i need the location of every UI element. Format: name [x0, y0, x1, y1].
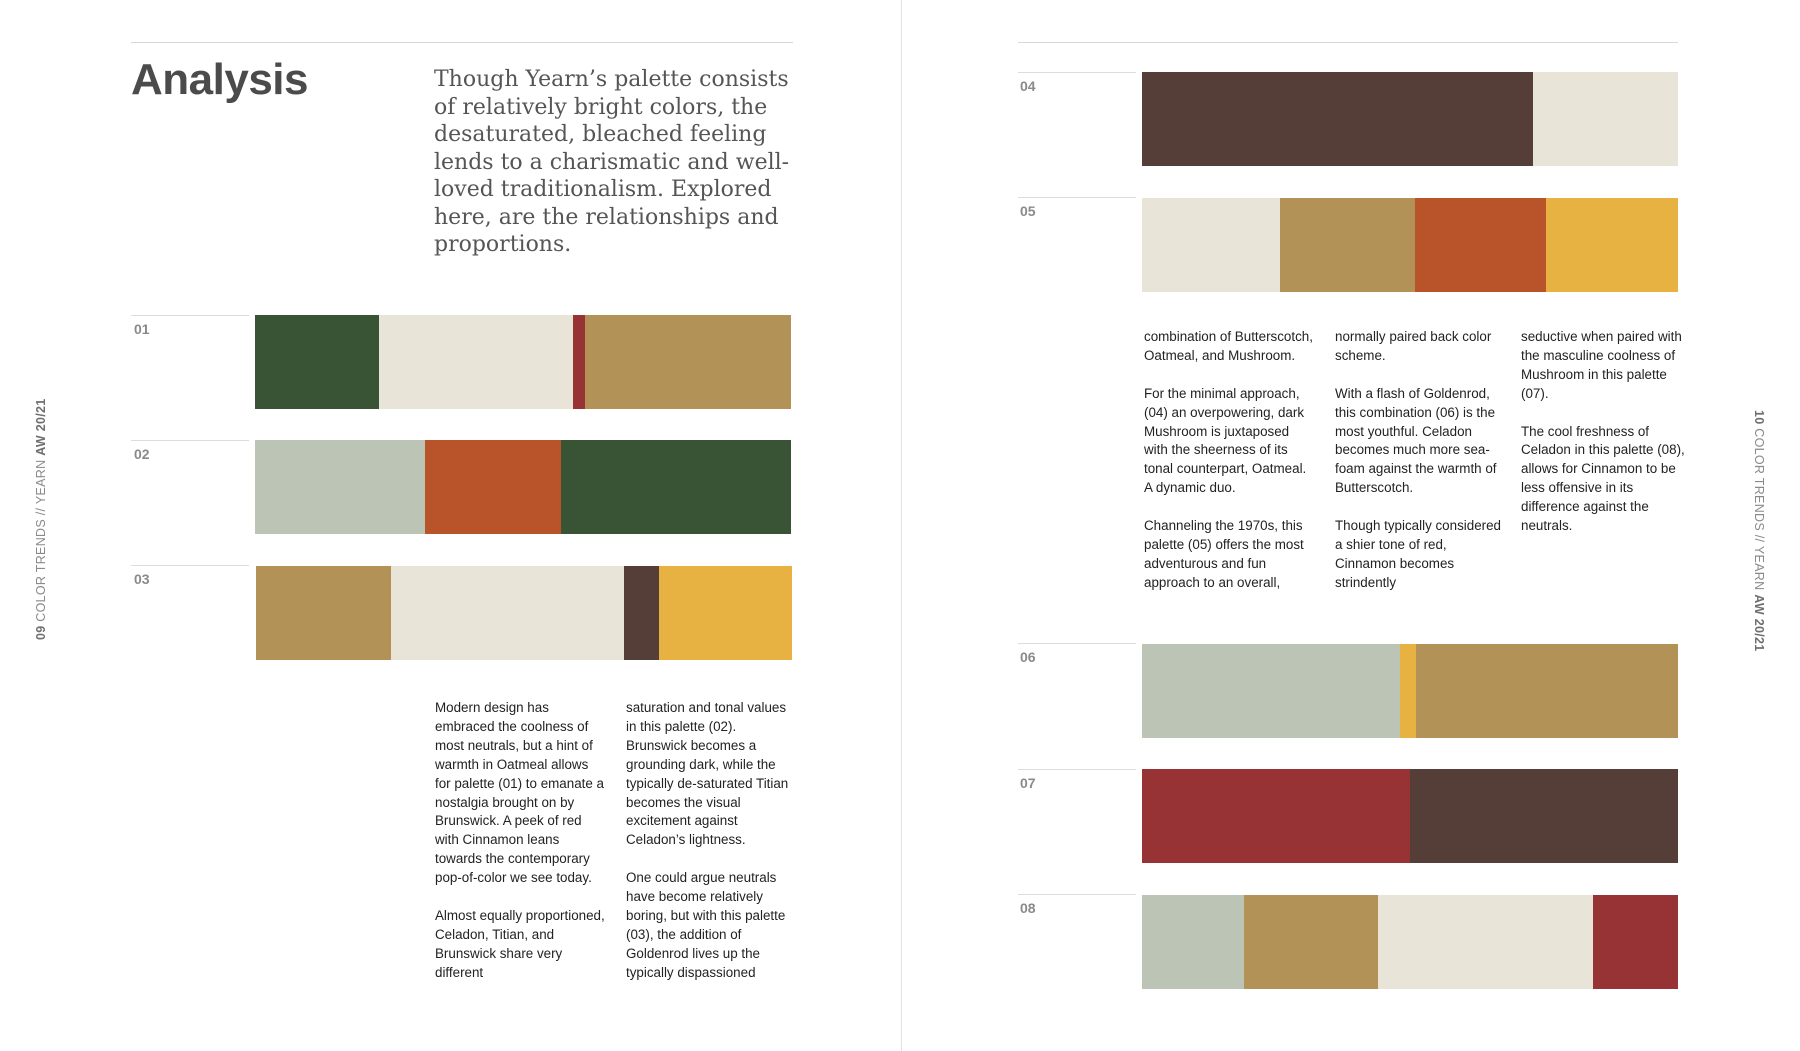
swatch-goldenrod	[1546, 198, 1678, 292]
swatch-butterscotch	[1244, 895, 1379, 989]
swatch-brunswick	[255, 315, 379, 409]
side-label-right	[1752, 410, 1766, 652]
body-text-column	[626, 699, 798, 983]
swatch-oatmeal	[1142, 198, 1280, 292]
body-paragraph: normally paired back color scheme.	[1335, 329, 1492, 363]
body-paragraph: Almost equally proportioned, Celadon, Titian, and Brunswick share very different	[435, 907, 605, 980]
swatch-butterscotch	[1416, 644, 1678, 738]
swatch-goldenrod	[659, 566, 792, 660]
section-label: COLOR TRENDS	[34, 519, 48, 622]
palette-number: 05	[1020, 203, 1036, 219]
body-text-column	[1335, 328, 1507, 593]
intro-paragraph: Though Yearn’s palette consists of relatively bright colors, the desaturated, bleached feeling lends to a charismatic and well-loved traditionalism. Explored here, are the relationships and proportions.	[434, 67, 790, 257]
page-number: 10	[1752, 410, 1766, 425]
palette-rule	[131, 565, 249, 566]
page-title: Analysis	[131, 55, 308, 104]
body-paragraph: One could argue neutrals have become relatively boring, but with this palette (03), the addition of Goldenrod lives up the typically dispassioned	[626, 870, 786, 980]
brand-label: YEARN	[34, 459, 48, 505]
body-paragraph: seductive when paired with the masculine coolness of Mushroom in this palette (07).	[1521, 329, 1682, 401]
page-number: 09	[34, 625, 48, 640]
palette-number: 02	[134, 446, 150, 462]
swatch-mushroom	[1142, 72, 1533, 166]
season-label: AW 20/21	[34, 398, 48, 456]
section-label: COLOR TRENDS	[1752, 428, 1766, 531]
palette-bar	[1142, 644, 1678, 738]
palette-number: 06	[1020, 649, 1036, 665]
body-paragraph: Though typically considered a shier tone of red, Cinnamon becomes strindently	[1335, 518, 1501, 590]
palette-rule	[131, 315, 249, 316]
swatch-butterscotch	[1280, 198, 1415, 292]
palette-number: 01	[134, 321, 150, 337]
swatch-celadon	[1142, 644, 1400, 738]
swatch-butterscotch	[585, 315, 791, 409]
palette-rule	[1018, 769, 1136, 770]
body-text-column	[1521, 328, 1693, 536]
palette-bar	[1142, 198, 1678, 292]
brand-label: YEARN	[1752, 545, 1766, 591]
palette-rule	[1018, 894, 1136, 895]
palette-bar	[1142, 769, 1678, 863]
book-spine-divider	[901, 0, 902, 1051]
palette-bar	[1142, 72, 1678, 166]
side-label-left	[34, 398, 48, 640]
palette-number: 04	[1020, 78, 1036, 94]
body-text-column	[435, 699, 607, 983]
swatch-oatmeal	[379, 315, 572, 409]
swatch-oatmeal	[391, 566, 624, 660]
season-label: AW 20/21	[1752, 594, 1766, 652]
swatch-goldenrod	[1400, 644, 1416, 738]
palette-rule	[1018, 197, 1136, 198]
palette-bar	[255, 315, 791, 409]
body-paragraph: Channeling the 1970s, this palette (05) offers the most adventurous and fun approach to an overall,	[1144, 518, 1304, 590]
swatch-mushroom	[1410, 769, 1678, 863]
palette-rule	[1018, 643, 1136, 644]
swatch-titian	[1415, 198, 1546, 292]
separator: //	[34, 507, 48, 516]
swatch-cinnamon	[1593, 895, 1678, 989]
swatch-celadon	[255, 440, 425, 534]
palette-rule	[131, 440, 249, 441]
top-rule-right	[1018, 42, 1678, 43]
separator: //	[1752, 534, 1766, 543]
body-paragraph: With a flash of Goldenrod, this combination (06) is the most youthful. Celadon becomes much more sea-foam against the warmth of Butterscotch.	[1335, 385, 1497, 496]
palette-bar	[255, 440, 791, 534]
swatch-celadon	[1142, 895, 1244, 989]
top-rule-left	[131, 42, 793, 43]
palette-bar	[1142, 895, 1678, 989]
palette-number: 08	[1020, 900, 1036, 916]
body-paragraph: saturation and tonal values in this palette (02). Brunswick becomes a grounding dark, while the typically de-saturated Titian becomes the visual excitement against Celadon’s lightness.	[626, 700, 789, 848]
palette-number: 03	[134, 571, 150, 587]
swatch-butterscotch	[256, 566, 391, 660]
swatch-titian	[425, 440, 560, 534]
swatch-oatmeal	[1378, 895, 1593, 989]
swatch-mushroom	[624, 566, 659, 660]
body-text-column	[1144, 328, 1316, 593]
swatch-cinnamon	[1142, 769, 1410, 863]
swatch-oatmeal	[1533, 72, 1678, 166]
body-paragraph: combination of Butterscotch, Oatmeal, and Mushroom.	[1144, 329, 1313, 363]
body-paragraph: For the minimal approach, (04) an overpowering, dark Mushroom is juxtaposed with the sheerness of its tonal counterpart, Oatmeal. A dynamic duo.	[1144, 385, 1307, 496]
palette-number: 07	[1020, 775, 1036, 791]
palette-rule	[1018, 72, 1136, 73]
swatch-brunswick	[561, 440, 791, 534]
swatch-cinnamon	[573, 315, 585, 409]
palette-bar	[256, 566, 792, 660]
body-paragraph: The cool freshness of Celadon in this palette (08), allows for Cinnamon to be less offensive in its difference against the neutrals.	[1521, 423, 1685, 534]
body-paragraph: Modern design has embraced the coolness of most neutrals, but a hint of warmth in Oatmeal allows for palette (01) to emanate a nostalgia brought on by Brunswick. A peek of red with Cinnamon leans towards the contemporary pop-of-color we see today.	[435, 700, 604, 886]
